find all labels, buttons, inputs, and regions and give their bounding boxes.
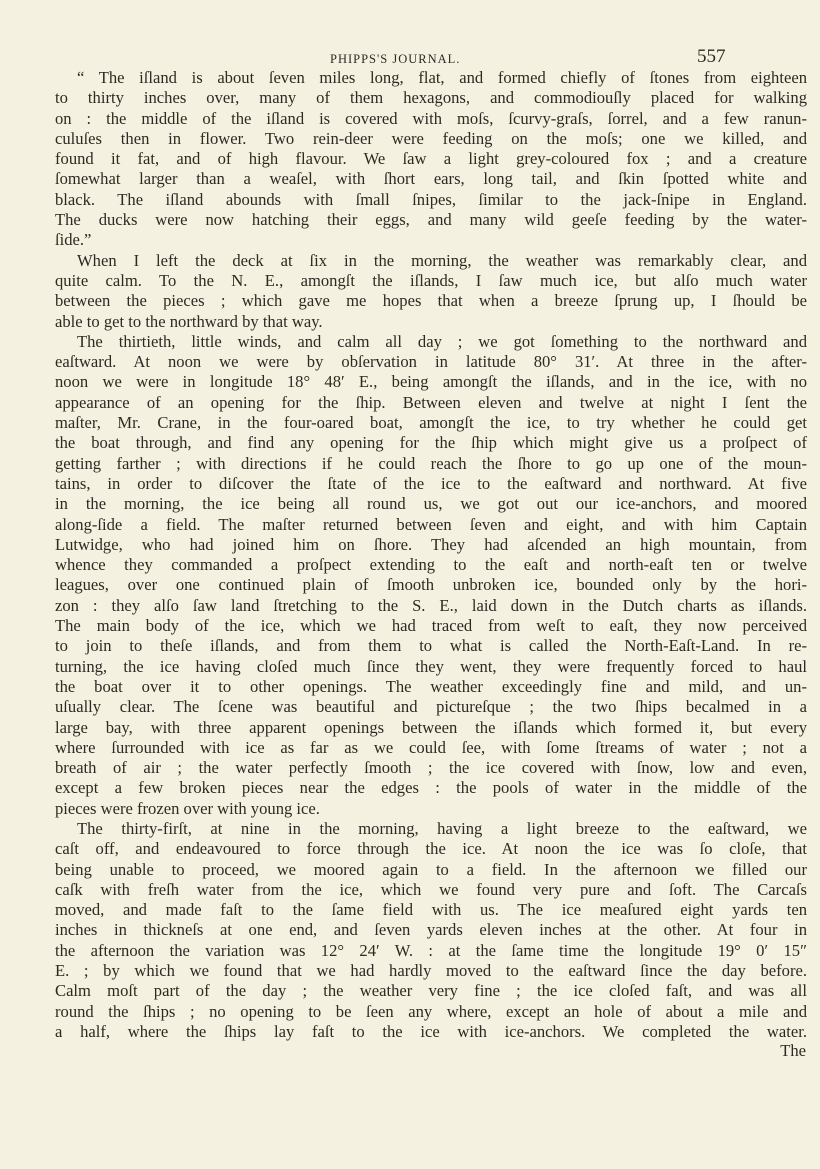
running-head: PHIPPS'S JOURNAL. (330, 52, 461, 66)
text-line: on : the middle of the iſland is covered with moſs, ſcurvy-graſs, ſorrel, and a few ranun- (55, 108, 807, 128)
text-line: eaſtward. At noon we were by obſervation in latitude 80° 31′. At three in the after- (55, 352, 807, 372)
text-line: moved, and made faſt to the ſame field with us. The ice meaſured eight yards ten (55, 900, 807, 920)
text-line: black. The iſland abounds with ſmall ſnipes, ſimilar to the jack-ſnipe in England. (55, 189, 807, 209)
text-line: noon we were in longitude 18° 48′ E., being amongſt the iſlands, and in the ice, with no (55, 372, 807, 392)
text-line: able to get to the northward by that way. (55, 311, 323, 331)
text-line: the boat through, and find any opening for the ſhip which might give us a proſpect of (55, 433, 807, 453)
text-line: pieces were frozen over with young ice. (55, 798, 320, 818)
text-line: zon : they alſo ſaw land ſtretching to the S. E., laid down in the Dutch charts as iſlands. (55, 595, 807, 615)
text-line: turning, the ice having cloſed much ſince they went, they were frequently forced to haul (55, 656, 807, 676)
text-line: Calm moſt part of the day ; the weather very fine ; the ice cloſed faſt, and was all (55, 981, 807, 1001)
text-line: Lutwidge, who had joined him on ſhore. They had aſcended an high mountain, from (55, 534, 807, 554)
text-line: E. ; by which we found that we had hardly moved to the eaſtward ſince the day before. (55, 961, 807, 981)
text-line: large bay, with three apparent openings between the iſlands which formed it, but every (55, 717, 807, 737)
catchword: The (780, 1041, 806, 1060)
text-line: in the morning, the ice being all round us, we got out our ice-anchors, and moored (55, 494, 807, 514)
text-line: caſt off, and endeavoured to force through the ice. At noon the ice was ſo cloſe, that (55, 839, 807, 859)
text-line: breath of air ; the water perfectly ſmooth ; the ice covered with ſnow, low and even, (55, 758, 807, 778)
text-line: the afternoon the variation was 12° 24′ W. : at the ſame time the longitude 19° 0′ 15″ (55, 940, 807, 960)
text-line: “ The iſland is about ſeven miles long, flat, and formed chiefly of ſtones from eighteen (77, 68, 807, 87)
text-line: inches in thickneſs at one end, and ſeven yards eleven inches at the other. At four in (55, 920, 807, 940)
text-line: except a few broken pieces near the edges : the pools of water in the middle of the (55, 778, 807, 798)
text-line: between the pieces ; which gave me hopes that when a breeze ſprung up, I ſhould be (55, 291, 807, 311)
text-line: found it fat, and of high flavour. We ſaw a light grey-coloured fox ; and a creature (55, 149, 807, 169)
text-line: being unable to proceed, we moored again to a field. In the afternoon we filled our (55, 859, 807, 879)
body-text (55, 68, 807, 1042)
text-line: leagues, over one continued plain of ſmooth unbroken ice, bounded only by the hori- (55, 575, 807, 595)
text-line: to thirty inches over, many of them hexagons, and commodiouſly placed for walking (55, 88, 807, 108)
text-line: The main body of the ice, which we had traced from weſt to eaſt, they now perceived (55, 616, 807, 636)
text-line: The thirtieth, little winds, and calm all day ; we got ſomething to the northward and (77, 331, 807, 351)
text-line: The thirty-firſt, at nine in the morning, having a light breeze to the eaſtward, we (77, 818, 807, 838)
text-line: quite calm. To the N. E., amongſt the iſlands, I ſaw much ice, but alſo much water (55, 270, 807, 290)
text-line: culuſes then in flower. Two rein-deer were feeding on the moſs; one we killed, and (55, 128, 807, 148)
text-line: uſually clear. The ſcene was beautiful and pictureſque ; the two ſhips becalmed in a (55, 697, 807, 717)
text-line: a half, where the ſhips lay faſt to the ice with ice-anchors. We completed the water. (55, 1021, 807, 1041)
text-line: maſter, Mr. Crane, in the four-oared boat, amongſt the ice, to try whether he could get (55, 413, 807, 433)
text-line: appearance of an opening for the ſhip. Between eleven and twelve at night I ſent the (55, 392, 807, 412)
text-line: where ſurrounded with ice as far as we could ſee, with ſome ſtreams of water ; not a (55, 737, 807, 757)
text-line: the boat over it to other openings. The weather exceedingly fine and mild, and un- (55, 676, 807, 696)
text-line: The ducks were now hatching their eggs, and many wild geeſe feeding by the water- (55, 210, 807, 230)
text-line: When I left the deck at ſix in the morning, the weather was remarkably clear, and (77, 250, 807, 270)
page-header (0, 44, 820, 68)
text-line: caſk with freſh water from the ice, which we found very pure and ſoft. The Carcaſs (55, 879, 807, 899)
text-line: whence they commanded a proſpect extending to the eaſt and north-eaſt ten or twelve (55, 555, 807, 575)
text-line: ſide.” (55, 230, 92, 250)
text-line: along-ſide a field. The maſter returned between ſeven and eight, and with him Captain (55, 514, 807, 534)
page-number: 557 (697, 46, 726, 67)
text-line: getting farther ; with directions if he could reach the ſhore to go up one of the moun- (55, 453, 807, 473)
text-line: ſomewhat larger than a weaſel, with ſhort ears, long tail, and ſkin ſpotted white and (55, 169, 807, 189)
text-line: round the ſhips ; no opening to be ſeen any where, except an hole of about a mile and (55, 1001, 807, 1021)
text-line: tains, in order to diſcover the ſtate of the ice to the eaſtward and northward. At five (55, 473, 807, 493)
text-line: to join to theſe iſlands, and from them to what is called the North-Eaſt-Land. In re- (55, 636, 807, 656)
